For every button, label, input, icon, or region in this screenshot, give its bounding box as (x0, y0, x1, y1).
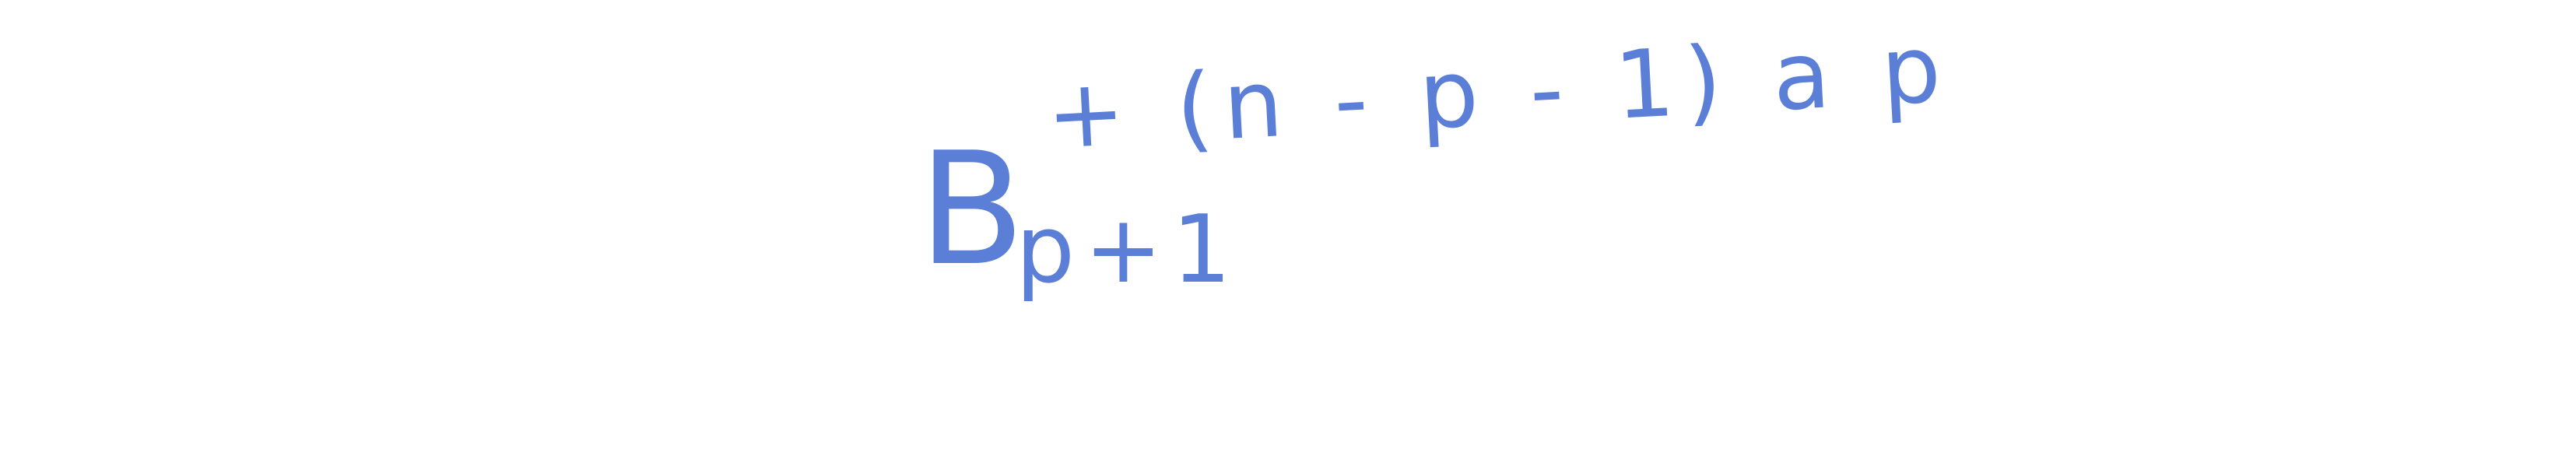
base-symbol: B (918, 119, 1026, 300)
superscript-expression: + (n - p - 1) a p (1044, 15, 1955, 170)
subscript-expression: p+1 (1016, 196, 1241, 304)
